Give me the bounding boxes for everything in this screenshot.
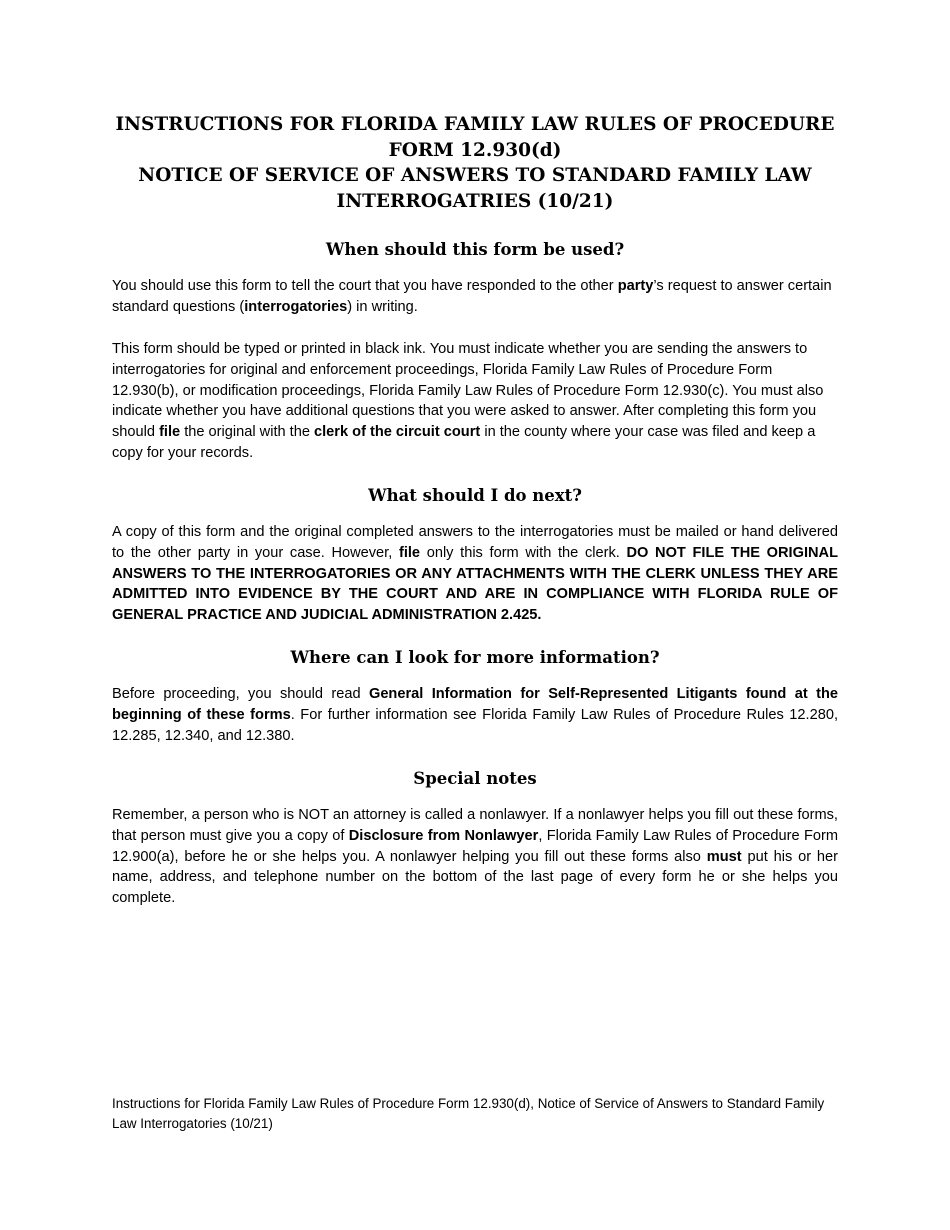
section-heading-notes: Special notes [413, 769, 537, 788]
document-title [112, 112, 838, 214]
text-run: This form should be typed or printed in black ink. You must indicate whether you are sending the answers to interrogatories for original and enforcement proceedings, Florida Family Law Rules of Procedure Form 12.930(b), or modification proceedings, Florida Family Law Rules of Procedure Form 12.930(c). You must also indicate whether you have additional questions that you were asked to answer. After completing this form you should [112, 341, 824, 441]
bold-term: Disclosure from Nonlawyer [348, 827, 539, 844]
paragraph-next-1 [112, 522, 838, 626]
text-run: ’s request to answer certain standard questions ( [112, 278, 832, 315]
paragraph-info-1 [112, 684, 838, 746]
section-heading-info: Where can I look for more information? [290, 648, 660, 667]
text-run: only this form with the clerk. [420, 544, 627, 561]
bold-term: file [159, 424, 181, 441]
paragraph-when-1 [112, 276, 838, 318]
bold-term: must [706, 848, 742, 865]
section-heading-next: What should I do next? [368, 486, 582, 505]
title-line: INSTRUCTIONS FOR FLORIDA FAMILY LAW RULES OF PROCEDURE [115, 114, 835, 135]
text-run: Before proceeding, you should read [112, 686, 369, 702]
bold-term: clerk of the circuit court [314, 424, 481, 441]
paragraph-when-2 [112, 339, 838, 464]
text-run: , Florida Family Law Rules of Procedure Form 12.900(a), before he or she helps you. A nonlawyer helping you fill out these forms also [112, 827, 838, 865]
text-run: Remember, a person who is NOT an attorney is called a nonlawyer. If a nonlawyer helps you fill out these forms, that person must give you a copy of [112, 807, 838, 844]
text-run: You should use this form to tell the court that you have responded to the other [112, 278, 618, 294]
text-run: ) in writing. [347, 298, 418, 315]
text-run: put his or her name, address, and telephone number on the bottom of the last page of every form he or she helps you complete. [112, 848, 838, 907]
bold-term: General Information for Self-Represented Litigants found at the beginning of these forms [112, 686, 838, 723]
text-run: . For further information see Florida Family Law Rules of Procedure Rules 12.280, 12.285, 12.340, and 12.380. [112, 706, 838, 744]
section-heading-when: When should this form be used? [325, 240, 625, 259]
bold-term: party [617, 278, 654, 294]
bold-term: interrogatories [244, 298, 348, 315]
text-run: A copy of this form and the original completed answers to the interrogatories must be mailed or hand delivered to the other party in your case. However, [112, 524, 838, 561]
bold-term: file [398, 544, 421, 561]
page-footer: Instructions for Florida Family Law Rules of Procedure Form 12.930(d), Notice of Service of Answers to Standard Family Law Interrogatories (10/21) [112, 1096, 825, 1131]
paragraph-notes-1 [112, 805, 838, 909]
bold-warning: DO NOT FILE THE ORIGINAL ANSWERS TO THE INTERROGATORIES OR ANY ATTACHMENTS WITH THE CLERK UNLESS THEY ARE ADMITTED INTO EVIDENCE BY THE COURT AND ARE IN COMPLIANCE WITH FLORIDA RULE OF GENERAL PRACTICE AND JUDICIAL ADMINISTRATION 2.425. [112, 544, 838, 624]
title-line: INTERROGATRIES (10/21) [336, 190, 614, 212]
text-run: in the county where your case was filed and keep a copy for your records. [112, 424, 816, 461]
title-line: NOTICE OF SERVICE OF ANSWERS TO STANDARD FAMILY LAW [138, 165, 812, 186]
title-line: FORM 12.930(d) [388, 139, 562, 161]
text-run: the original with the [180, 424, 315, 441]
